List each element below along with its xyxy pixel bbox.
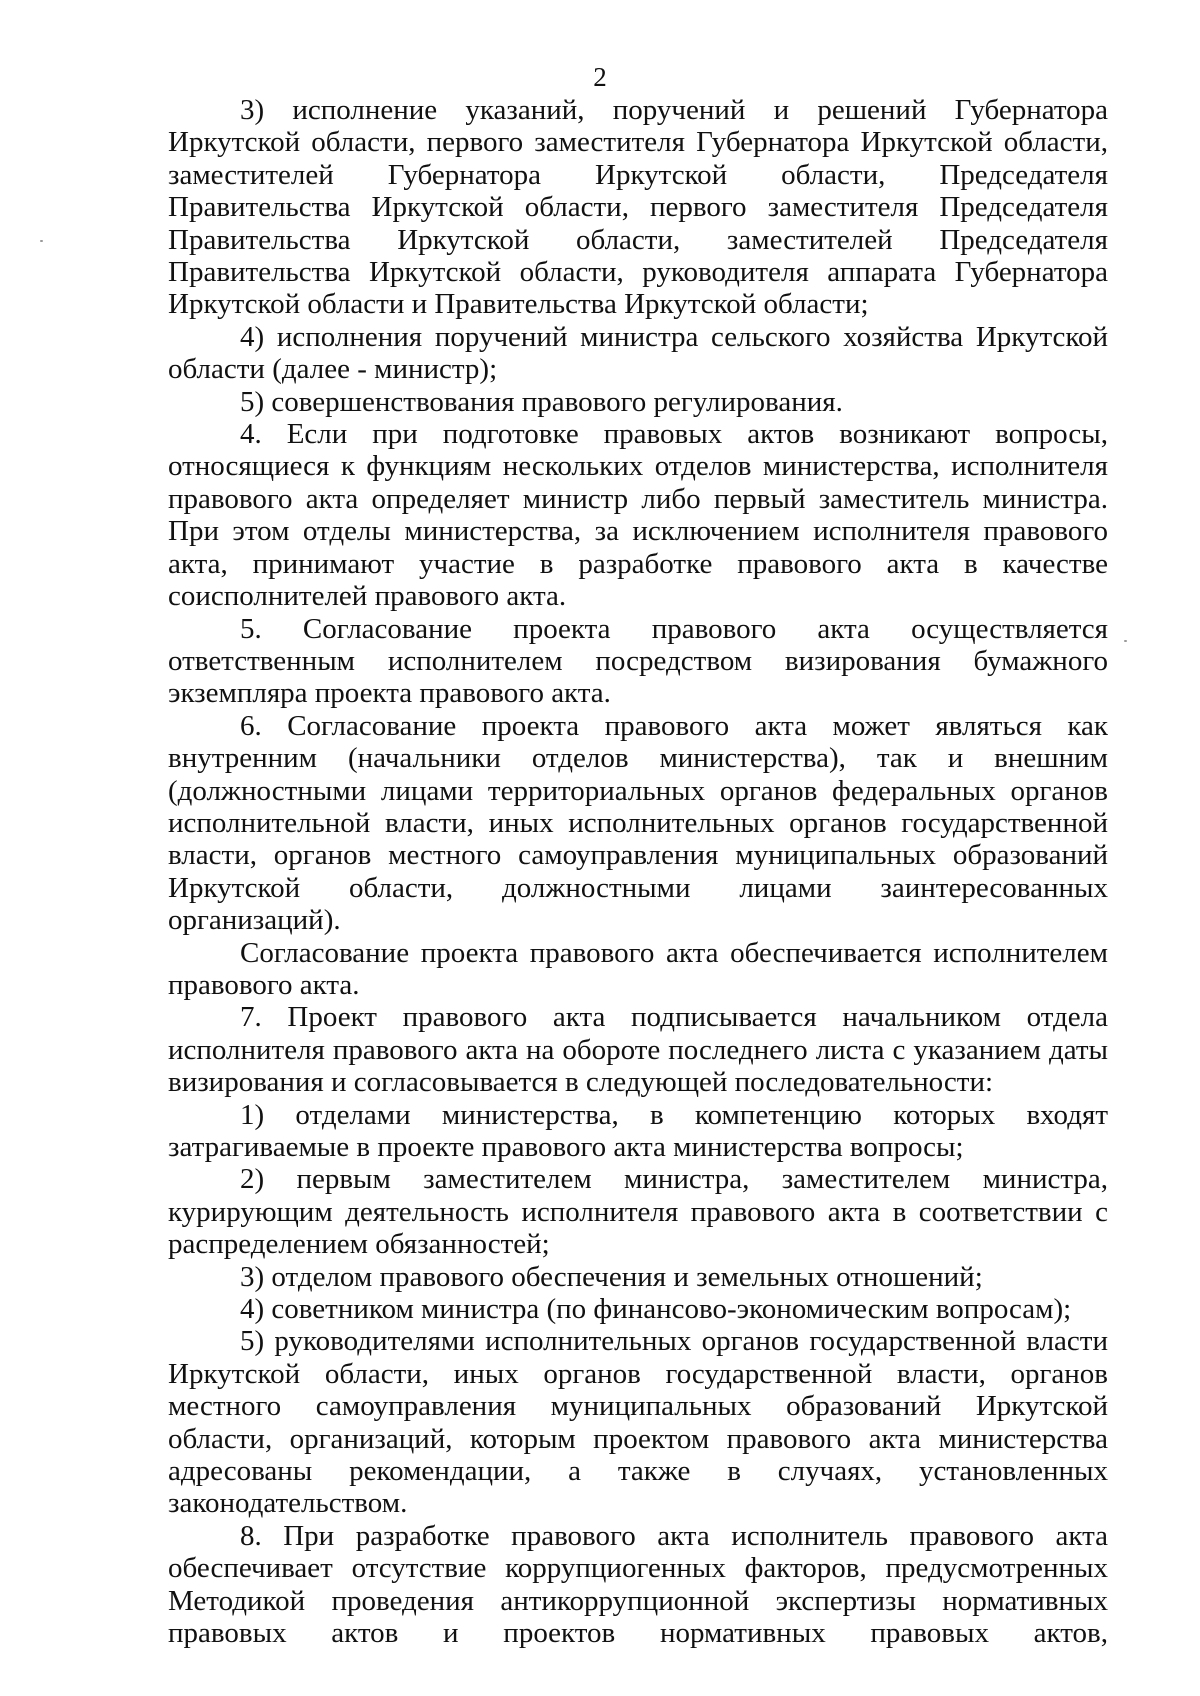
scan-speck — [1124, 640, 1127, 642]
paragraph-section-4: 4. Если при подготовке правовых актов возникают вопросы, относящиеся к функциям нескольких отделов министерства, исполнителя правового акта определяет министр либо первый заместитель министра. При этом отделы министерства, за исключением исполнителя правового акта, принимают участие в разработке правового акта в качестве соисполнителей правового акта. — [168, 418, 1108, 613]
paragraph-item-5: 5) совершенствования правового регулирования. — [240, 385, 843, 418]
paragraph-item-4: 4) исполнения поручений министра сельского хозяйства Иркутской области (далее - министр); — [168, 320, 1108, 386]
paragraph-subitem-4: 4) советником министра (по финансово-экономическим вопросам); — [240, 1293, 1072, 1326]
paragraph-item-3: 3) исполнение указаний, поручений и решений Губернатора Иркутской области, первого заместителя Губернатора Иркутской области, заместителей Губернатора Иркутской области, Председателя Правительства Иркутской области, первого заместителя Председателя Правительства Иркутской области, заместителей Председателя Правительства Иркутской области, руководителя аппарата Губернатора Иркутской области и Правительства Иркутской области; — [168, 94, 1108, 321]
paragraph-section-8: 8. При разработке правового акта исполнитель правового акта обеспечивает отсутствие коррупциогенных факторов, предусмотренных Методикой проведения антикоррупционной экспертизы нормативных правовых актов и проектов нормативных правовых актов, — [168, 1519, 1108, 1650]
paragraph-section-7: 7. Проект правового акта подписывается начальником отдела исполнителя правового акта на обороте последнего листа с указанием даты визирования и согласовывается в следующей последовательности: — [168, 1001, 1108, 1099]
paragraph-subitem-5: 5) руководителями исполнительных органов государственной власти Иркутской области, иных органов государственной власти, органов местного самоуправления муниципальных образований Иркутской области, организаций, которым проектом правового акта министерства адресованы рекомендации, а также в случаях, установленных законодательством. — [168, 1325, 1108, 1520]
paragraph-subitem-1: 1) отделами министерства, в компетенцию которых входят затрагиваемые в проекте правового акта министерства вопросы; — [168, 1098, 1108, 1163]
scan-speck — [40, 240, 43, 242]
paragraph-approval-note: Согласование проекта правового акта обеспечивается исполнителем правового акта. — [168, 936, 1108, 1001]
paragraph-section-6: 6. Согласование проекта правового акта может являться как внутренним (начальники отделов министерства), так и внешним (должностными лицами территориальных органов федеральных органов исполнительной власти, иных исполнительных органов государственной власти, органов местного самоуправления муниципальных образований Иркутской области, должностными лицами заинтересованных организаций). — [168, 709, 1108, 937]
paragraph-subitem-3: 3) отделом правового обеспечения и земельных отношений; — [240, 1260, 983, 1293]
document-body — [168, 94, 1108, 1650]
page-number: 2 — [593, 62, 607, 92]
paragraph-section-5: 5. Согласование проекта правового акта осуществляется ответственным исполнителем посредством визирования бумажного экземпляра проекта правового акта. — [168, 612, 1108, 710]
paragraph-subitem-2: 2) первым заместителем министра, заместителем министра, курирующим деятельность исполнителя правового акта в соответствии с распределением обязанностей; — [168, 1163, 1108, 1261]
